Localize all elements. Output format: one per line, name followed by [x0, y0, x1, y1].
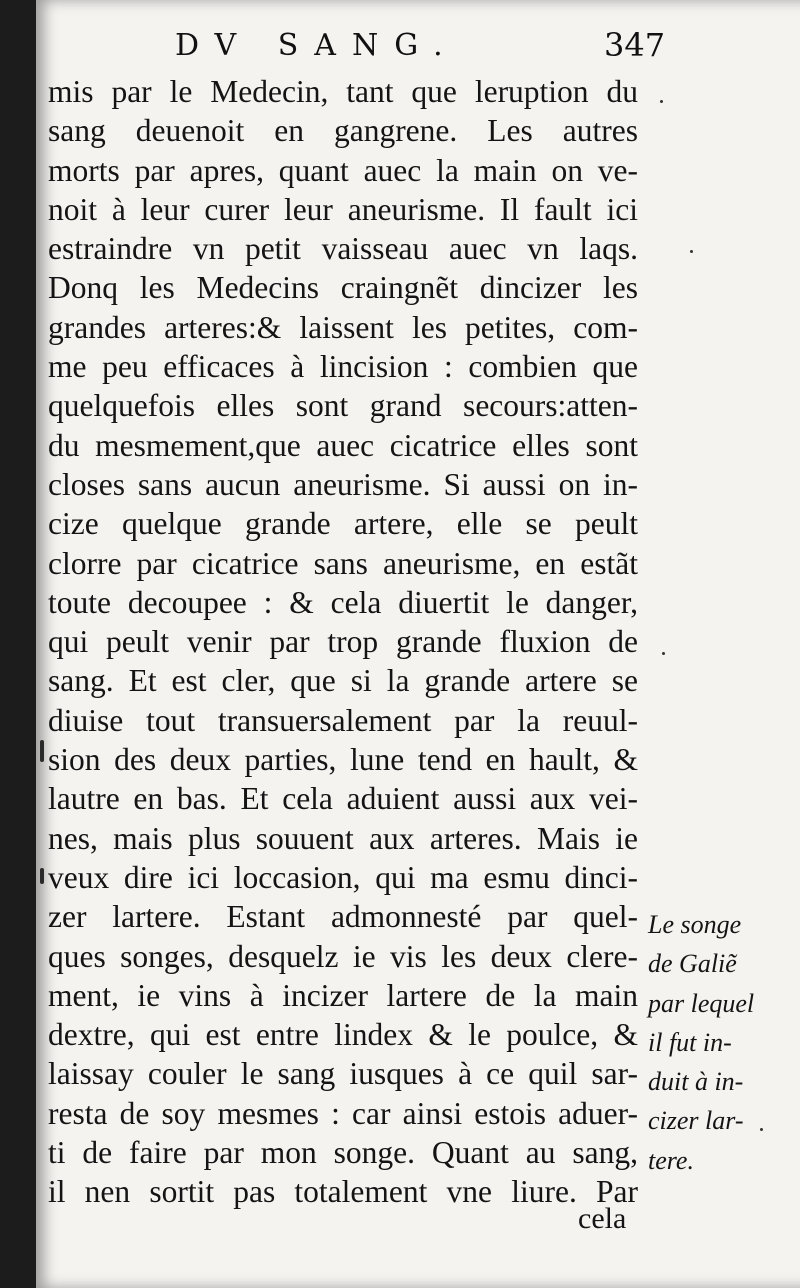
margin-note: [648, 905, 778, 1180]
text-line: ques songes, desquelz ie vis les deux clere-: [48, 938, 638, 974]
text-line: mis par le Medecin, tant que leruption du: [48, 74, 638, 109]
text-line: cize quelque grande artere, elle se peult: [48, 506, 638, 542]
page-edge-mark: [40, 868, 44, 884]
text-line: sion des deux parties, lune tend en hault, &: [48, 742, 638, 778]
ink-speck: [690, 250, 693, 253]
text-line: veux dire ici loccasion, qui ma esmu dinci-: [48, 859, 638, 895]
text-line: clorre par cicatrice sans aneurisme, en estãt: [48, 545, 638, 581]
text-line: morts par apres, quant auec la main on ve-: [48, 152, 638, 188]
text-line: estraindre vn petit vaisseau auec vn laqs.: [48, 231, 638, 267]
text-line: noit à leur curer leur aneurisme. Il fault ici: [48, 191, 638, 227]
text-line: il nen sortit pas totalement vne liure. Par: [48, 1174, 638, 1210]
catchword: cela: [578, 1202, 627, 1235]
text-line: zer lartere. Estant admonnesté par quel-: [48, 899, 638, 935]
text-line: sang. Et est cler, que si la grande artere se: [48, 663, 638, 699]
text-line: toute decoupee : & cela diuertit le danger,: [48, 584, 638, 620]
margin-note-line: Le songe: [648, 910, 742, 939]
text-line: grandes arteres:& laissent les petites, com-: [48, 309, 638, 345]
page-number: 347: [604, 26, 666, 64]
text-line: laissay couler le sang iusques à ce quil sar-: [48, 1056, 638, 1092]
body-text: [48, 72, 638, 1212]
page-edge-mark: [40, 740, 44, 762]
ink-speck: [660, 100, 663, 103]
text-line: sang deuenoit en gangrene. Les autres: [48, 113, 638, 149]
text-line: closes sans aucun aneurisme. Si aussi on in-: [48, 466, 638, 502]
margin-note-line: duit à in-: [648, 1067, 744, 1097]
page-header: [0, 22, 800, 66]
margin-note-line: tere.: [648, 1145, 694, 1175]
text-line: ti de faire par mon songe. Quant au sang,: [48, 1135, 638, 1171]
ink-speck: [760, 1128, 763, 1131]
text-line: du mesmement,que auec cicatrice elles sont: [48, 427, 638, 463]
text-line: diuise tout transuersalement par la reuul-: [48, 702, 638, 738]
text-line: Donq les Medecins craingnẽt dincizer les: [48, 270, 638, 306]
margin-note-line: de Galiẽ: [648, 949, 737, 979]
margin-note-line: cizer lar-: [648, 1106, 744, 1136]
text-line: nes, mais plus souuent aux arteres. Mais ie: [48, 820, 638, 856]
text-line: resta de soy mesmes : car ainsi estois aduer-: [48, 1095, 638, 1131]
text-line: ment, ie vins à incizer lartere de la main: [48, 977, 638, 1013]
text-line: me peu efficaces à lincision : combien que: [48, 349, 638, 385]
text-line: lautre en bas. Et cela aduient aussi aux vei-: [48, 781, 638, 817]
text-line: qui peult venir par trop grande fluxion de: [48, 624, 638, 660]
margin-note-line: il fut in-: [648, 1027, 732, 1057]
margin-note-line: par lequel: [648, 988, 755, 1018]
ink-speck: [662, 652, 665, 655]
running-head: DV SANG.: [175, 28, 459, 63]
text-line: dextre, qui est entre lindex & le poulce, &: [48, 1017, 638, 1053]
text-line: quelquefois elles sont grand secours:atten-: [48, 388, 638, 424]
